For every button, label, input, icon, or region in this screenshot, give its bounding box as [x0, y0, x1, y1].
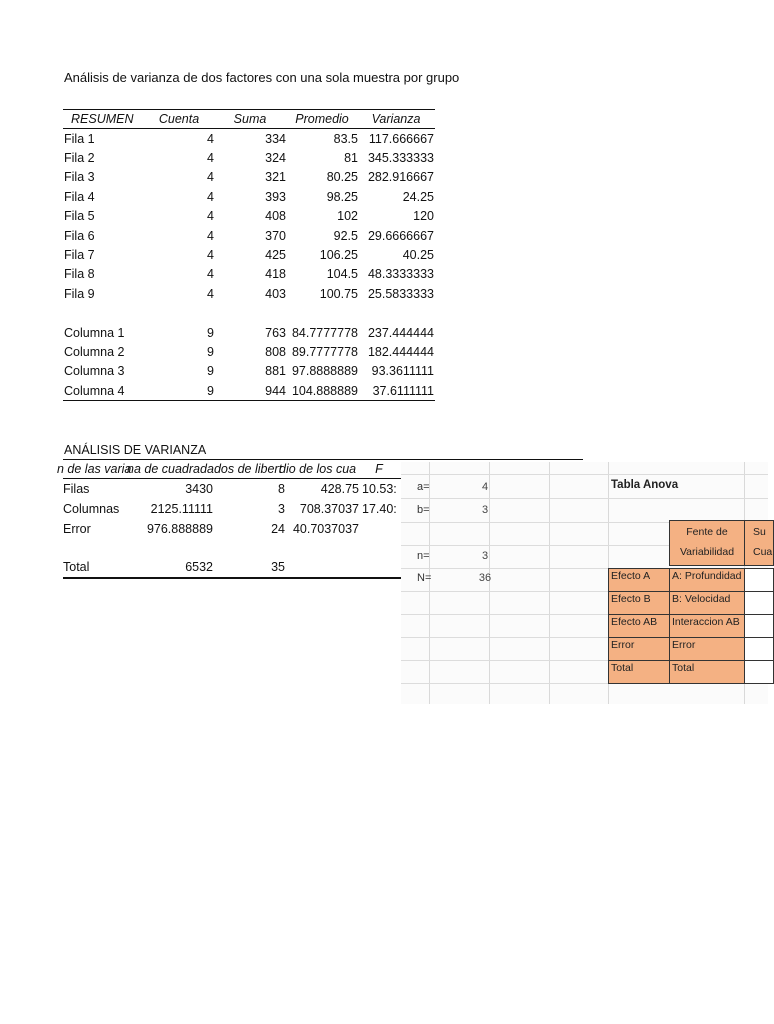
anova-effect-cell: Efecto A	[608, 568, 670, 592]
fila-cuenta: 4	[207, 267, 214, 282]
fila-row	[63, 207, 435, 226]
header-cuenta: Cuenta	[158, 112, 200, 126]
anova-f: 17.40:	[362, 502, 397, 516]
columna-suma: 808	[265, 344, 286, 359]
anova-source: Columnas	[63, 502, 120, 516]
fila-cuenta: 4	[207, 151, 214, 166]
fila-promedio: 81	[344, 151, 358, 166]
fila-row	[63, 265, 435, 284]
columna-row	[63, 323, 435, 342]
anova-f: 10.53:	[362, 482, 397, 496]
columna-promedio: 104.888889	[291, 383, 358, 398]
fila-cuenta: 4	[207, 189, 214, 204]
param-a-value: 4	[481, 481, 489, 493]
anova-source: Error	[63, 522, 91, 536]
fila-row	[63, 148, 435, 167]
fila-label: Fila 7	[64, 248, 95, 263]
anova-effect-cell: Efecto B	[608, 591, 670, 615]
fila-row	[63, 245, 435, 264]
spacer	[63, 304, 435, 323]
columna-promedio: 84.7777778	[291, 325, 358, 340]
fila-promedio: 98.25	[326, 189, 358, 204]
fila-varianza: 282.916667	[367, 170, 434, 185]
header-promedio: Promedio	[295, 112, 349, 126]
fila-varianza: 345.333333	[367, 151, 434, 166]
param-N-label: N=	[417, 572, 432, 584]
fila-label: Fila 1	[64, 131, 95, 146]
fila-label: Fila 4	[64, 189, 95, 204]
fila-cuenta: 4	[207, 209, 214, 224]
fila-suma: 334	[265, 131, 286, 146]
fila-varianza: 48.3333333	[367, 267, 434, 282]
columna-row	[63, 342, 435, 361]
fila-cuenta: 4	[207, 248, 214, 263]
fila-promedio: 83.5	[333, 131, 358, 146]
fila-varianza: 29.6666667	[367, 228, 434, 243]
anova-header-source: n de las varia	[57, 462, 132, 476]
columna-row	[63, 362, 435, 381]
columna-label: Columna 3	[64, 364, 125, 379]
fila-label: Fila 8	[64, 267, 95, 282]
fila-row	[63, 226, 435, 245]
anova-ss: 2125.11111	[150, 502, 213, 516]
fila-row	[63, 187, 435, 206]
columna-cuenta: 9	[207, 325, 214, 340]
fila-promedio: 100.75	[319, 286, 358, 301]
fila-label: Fila 5	[64, 209, 95, 224]
grid-line	[401, 474, 768, 475]
header-suma: Suma	[233, 112, 267, 126]
fila-cuenta: 4	[207, 131, 214, 146]
anova-title: ANÁLISIS DE VARIANZA	[64, 443, 207, 457]
fila-suma: 403	[265, 286, 286, 301]
fila-suma: 370	[265, 228, 286, 243]
columna-varianza: 237.444444	[367, 325, 434, 340]
summary-header-row	[63, 109, 435, 129]
fila-cuenta: 4	[207, 286, 214, 301]
anova-df: 8	[278, 482, 285, 496]
anova-effect-cell: Error	[608, 637, 670, 661]
fila-promedio: 80.25	[326, 170, 358, 185]
fila-suma: 425	[265, 248, 286, 263]
fila-row	[63, 168, 435, 187]
anova-source: Filas	[63, 482, 90, 496]
param-n-value: 3	[481, 550, 489, 562]
anova-header-ss: na de cuadrad	[127, 462, 207, 476]
total-ss: 6532	[185, 560, 213, 574]
header-varianza: Varianza	[371, 112, 421, 126]
fila-promedio: 92.5	[333, 228, 358, 243]
columna-label: Columna 1	[64, 325, 125, 340]
fila-varianza: 120	[413, 209, 434, 224]
fila-cuenta: 4	[207, 228, 214, 243]
columna-row	[63, 381, 435, 401]
fila-promedio: 102	[337, 209, 358, 224]
param-b-label: b=	[417, 504, 430, 516]
anova-header-df: ados de libert	[207, 462, 283, 476]
param-N-value: 36	[478, 572, 492, 584]
columna-cuenta: 9	[207, 344, 214, 359]
anova-header-ms: dio de los cua	[279, 462, 357, 476]
columna-label: Columna 4	[64, 383, 125, 398]
fila-label: Fila 2	[64, 151, 95, 166]
columna-cuenta: 9	[207, 383, 214, 398]
columna-label: Columna 2	[64, 344, 125, 359]
columna-promedio: 89.7777778	[291, 344, 358, 359]
anova-ss: 3430	[185, 482, 213, 496]
columna-suma: 763	[265, 325, 286, 340]
fila-varianza: 40.25	[402, 248, 434, 263]
anova-ss-cell	[744, 637, 774, 661]
anova-header-f: F	[375, 462, 383, 476]
anova-source-cell: B: Velocidad	[669, 591, 745, 615]
document-title: Análisis de varianza de dos factores con una sola muestra por grupo	[64, 70, 460, 85]
fila-suma: 408	[265, 209, 286, 224]
param-a-label: a=	[417, 481, 430, 493]
columna-varianza: 93.3611111	[371, 364, 434, 379]
summary-table	[63, 109, 435, 401]
fila-cuenta: 4	[207, 170, 214, 185]
anova-ss-cell	[744, 614, 774, 638]
fila-label: Fila 6	[64, 228, 95, 243]
param-b-value: 3	[481, 504, 489, 516]
fila-promedio: 106.25	[319, 248, 358, 263]
columna-suma: 944	[265, 383, 286, 398]
columna-cuenta: 9	[207, 364, 214, 379]
anova-effect-cell: Efecto AB	[608, 614, 670, 638]
anova-df: 3	[278, 502, 285, 516]
anova-ss-cell	[744, 568, 774, 592]
fila-suma: 418	[265, 267, 286, 282]
anova-source-cell: A: Profundidad	[669, 568, 745, 592]
tabla-anova-title: Tabla Anova	[611, 479, 679, 491]
fila-suma: 321	[265, 170, 286, 185]
fila-varianza: 117.666667	[368, 131, 434, 146]
anova-ss-cell	[744, 591, 774, 615]
pasted-spreadsheet-image	[401, 462, 773, 704]
columna-promedio: 97.8888889	[291, 364, 358, 379]
header-fuente-variabilidad: Fente de Variabilidad	[669, 520, 745, 566]
anova-source-cell: Error	[669, 637, 745, 661]
anova-ms: 708.37037	[299, 502, 359, 516]
header-suma-cuadrados: Su Cua	[744, 520, 774, 566]
fila-suma: 324	[265, 151, 286, 166]
anova-ss: 976.888889	[146, 522, 213, 536]
anova-ms: 40.7037037	[292, 522, 359, 536]
columna-varianza: 182.444444	[367, 344, 434, 359]
fila-varianza: 24.25	[402, 189, 434, 204]
param-n-label: n=	[417, 550, 430, 562]
fila-row	[63, 129, 435, 148]
fila-promedio: 104.5	[326, 267, 358, 282]
columna-varianza: 37.6111111	[372, 383, 434, 398]
anova-source-cell: Total	[669, 660, 745, 684]
anova-ms: 428.75	[320, 482, 359, 496]
fila-suma: 393	[265, 189, 286, 204]
anova-source-cell: Interaccion AB	[669, 614, 745, 638]
fila-row	[63, 284, 435, 303]
anova-ss-cell	[744, 660, 774, 684]
anova-effect-cell: Total	[608, 660, 670, 684]
header-resumen: RESUMEN	[71, 112, 134, 126]
fila-label: Fila 3	[64, 170, 95, 185]
total-df: 35	[271, 560, 285, 574]
anova-df: 24	[271, 522, 285, 536]
fila-varianza: 25.5833333	[367, 286, 434, 301]
total-label: Total	[63, 560, 90, 574]
fila-label: Fila 9	[64, 286, 95, 301]
grid-line	[401, 498, 768, 499]
columna-suma: 881	[265, 364, 286, 379]
